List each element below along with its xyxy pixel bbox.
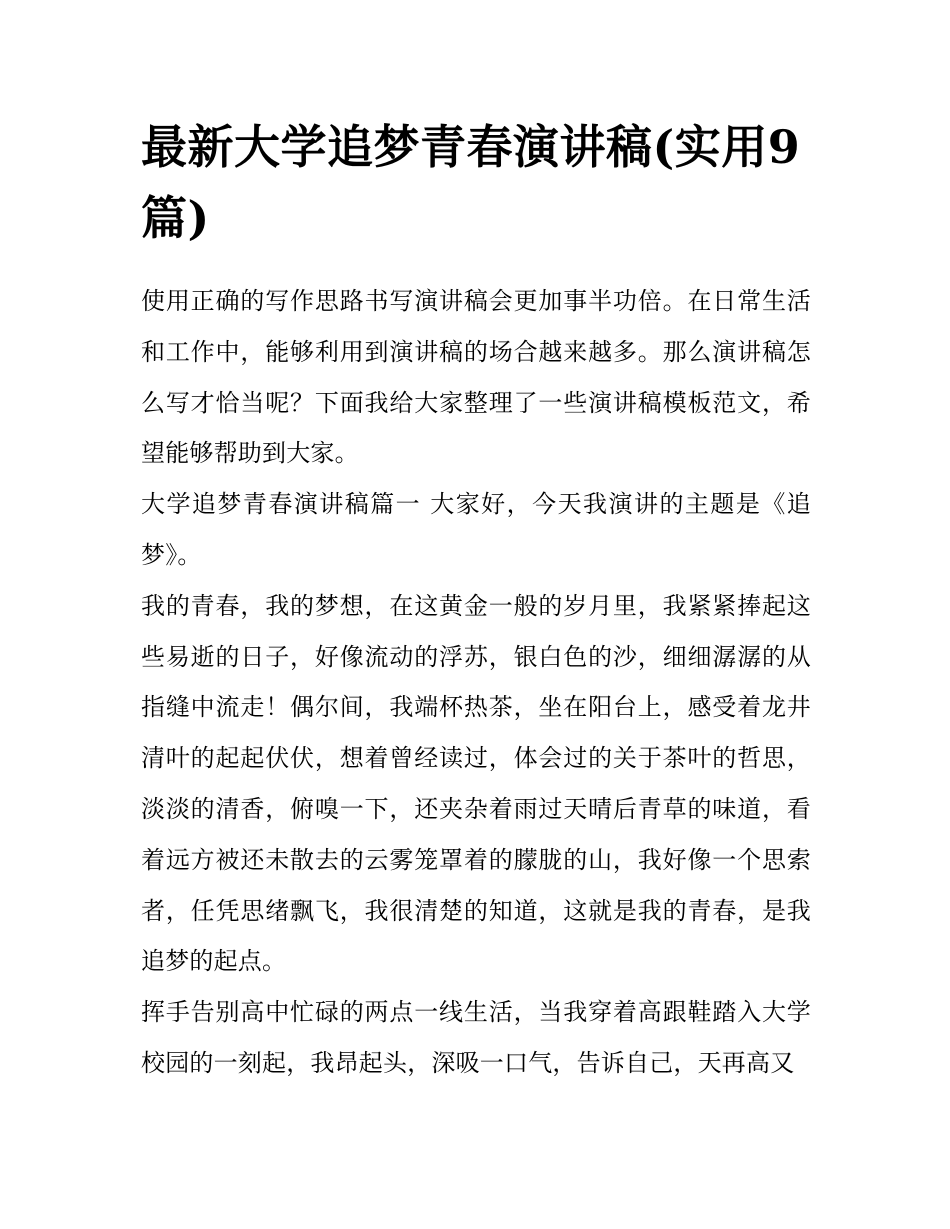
body-paragraph: 挥手告别高中忙碌的两点一线生活，当我穿着高跟鞋踏入大学校园的一刻起，我昂起头，深吸一口气，告诉自己，天再高又 xyxy=(141,998,811,1077)
intro-paragraph: 使用正确的写作思路书写演讲稿会更加事半功倍。在日常生活和工作中，能够利用到演讲稿的场合越来越多。那么演讲稿怎么写才恰当呢？下面我给大家整理了一些演讲稿模板范文，希望能够帮助到大家。 xyxy=(141,287,811,468)
document-title: 最新大学追梦青春演讲稿(实用9篇) xyxy=(141,120,801,245)
body-paragraph: 我的青春，我的梦想，在这黄金一般的岁月里，我紧紧捧起这些易逝的日子，好像流动的浮苏，银白色的沙，细细潺潺的从指缝中流走！偶尔间，我端杯热茶，坐在阳台上，感受着龙井清叶的起起伏伏，想着曾经读过，体会过的关于茶叶的哲思，淡淡的清香，俯嗅一下，还夹杂着雨过天晴后青草的味道，看着远方被还未散去的云雾笼罩着的朦胧的山，我好像一个思索者，任凭思绪飘飞，我很清楚的知道，这就是我的青春，是我追梦的起点。 xyxy=(141,591,811,976)
document-content xyxy=(141,112,811,1089)
section-opening-paragraph: 大学追梦青春演讲稿篇一 大家好，今天我演讲的主题是《追梦》。 xyxy=(141,490,811,569)
